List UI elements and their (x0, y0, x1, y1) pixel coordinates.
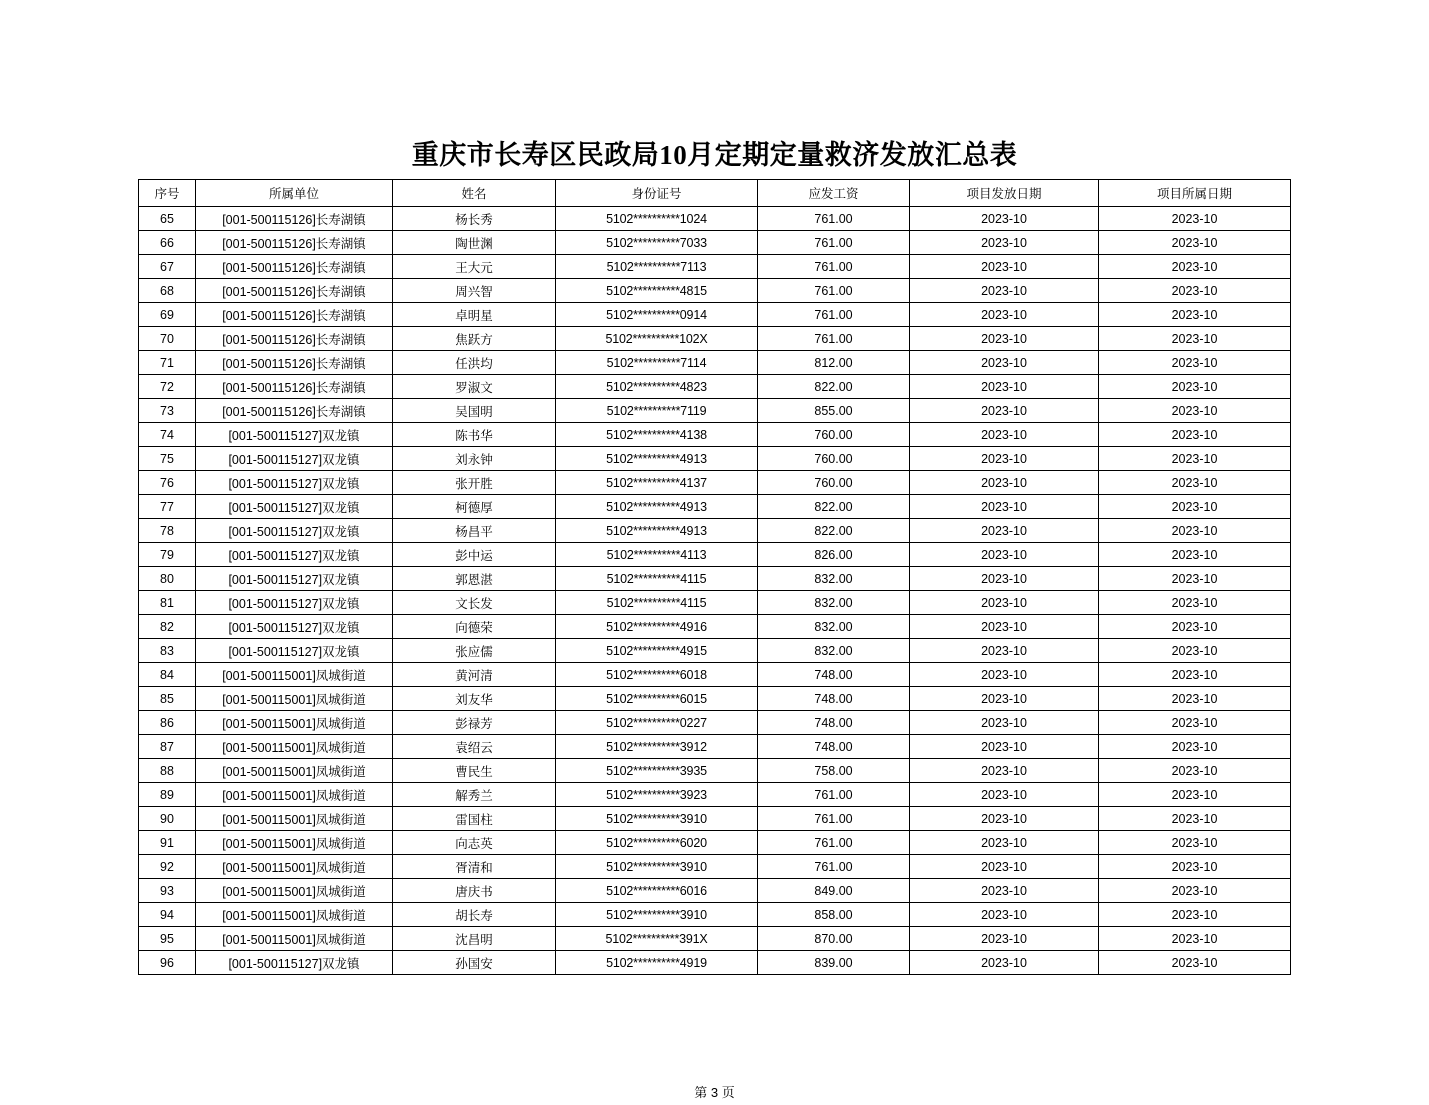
cell-index: 73 (139, 399, 196, 423)
cell-unit: [001-500115001]凤城街道 (196, 735, 393, 759)
cell-index: 91 (139, 831, 196, 855)
cell-payable-wage: 761.00 (758, 855, 910, 879)
cell-unit: [001-500115127]双龙镇 (196, 423, 393, 447)
cell-payable-wage: 839.00 (758, 951, 910, 975)
cell-unit: [001-500115001]凤城街道 (196, 711, 393, 735)
cell-id-number: 5102**********4115 (556, 567, 758, 591)
column-header-name: 姓名 (393, 180, 556, 207)
cell-id-number: 5102**********3935 (556, 759, 758, 783)
cell-id-number: 5102**********0227 (556, 711, 758, 735)
cell-payable-wage: 832.00 (758, 639, 910, 663)
cell-payable-wage: 822.00 (758, 495, 910, 519)
table-row (139, 879, 1291, 903)
table-row (139, 927, 1291, 951)
table-row (139, 855, 1291, 879)
column-header-issue-date: 项目发放日期 (910, 180, 1099, 207)
cell-issue-date: 2023-10 (910, 207, 1099, 231)
cell-unit: [001-500115127]双龙镇 (196, 543, 393, 567)
cell-index: 85 (139, 687, 196, 711)
cell-payable-wage: 870.00 (758, 927, 910, 951)
cell-issue-date: 2023-10 (910, 927, 1099, 951)
cell-name: 彭禄芳 (393, 711, 556, 735)
cell-belong-date: 2023-10 (1099, 663, 1291, 687)
cell-name: 王大元 (393, 255, 556, 279)
table-row (139, 831, 1291, 855)
cell-belong-date: 2023-10 (1099, 567, 1291, 591)
cell-unit: [001-500115127]双龙镇 (196, 591, 393, 615)
cell-index: 96 (139, 951, 196, 975)
cell-unit: [001-500115127]双龙镇 (196, 447, 393, 471)
cell-name: 张开胜 (393, 471, 556, 495)
cell-id-number: 5102**********0914 (556, 303, 758, 327)
cell-payable-wage: 822.00 (758, 519, 910, 543)
cell-issue-date: 2023-10 (910, 255, 1099, 279)
cell-unit: [001-500115126]长寿湖镇 (196, 303, 393, 327)
cell-name: 向德荣 (393, 615, 556, 639)
cell-payable-wage: 761.00 (758, 831, 910, 855)
cell-id-number: 5102**********4913 (556, 447, 758, 471)
cell-belong-date: 2023-10 (1099, 471, 1291, 495)
table-row (139, 783, 1291, 807)
cell-id-number: 5102**********4916 (556, 615, 758, 639)
column-header-unit: 所属单位 (196, 180, 393, 207)
cell-belong-date: 2023-10 (1099, 591, 1291, 615)
cell-name: 解秀兰 (393, 783, 556, 807)
cell-payable-wage: 822.00 (758, 375, 910, 399)
cell-issue-date: 2023-10 (910, 327, 1099, 351)
table-row (139, 423, 1291, 447)
cell-payable-wage: 760.00 (758, 471, 910, 495)
cell-index: 83 (139, 639, 196, 663)
cell-belong-date: 2023-10 (1099, 831, 1291, 855)
table-row (139, 471, 1291, 495)
cell-id-number: 5102**********6016 (556, 879, 758, 903)
cell-payable-wage: 832.00 (758, 591, 910, 615)
cell-id-number: 5102**********4115 (556, 591, 758, 615)
table-row (139, 495, 1291, 519)
cell-index: 67 (139, 255, 196, 279)
cell-id-number: 5102**********3912 (556, 735, 758, 759)
cell-unit: [001-500115001]凤城街道 (196, 879, 393, 903)
cell-payable-wage: 761.00 (758, 783, 910, 807)
cell-issue-date: 2023-10 (910, 279, 1099, 303)
table-row (139, 447, 1291, 471)
cell-payable-wage: 826.00 (758, 543, 910, 567)
cell-payable-wage: 758.00 (758, 759, 910, 783)
cell-payable-wage: 832.00 (758, 567, 910, 591)
cell-issue-date: 2023-10 (910, 735, 1099, 759)
cell-payable-wage: 748.00 (758, 711, 910, 735)
cell-index: 65 (139, 207, 196, 231)
cell-id-number: 5102**********7114 (556, 351, 758, 375)
column-header-belong-date: 项目所属日期 (1099, 180, 1291, 207)
cell-id-number: 5102**********1024 (556, 207, 758, 231)
cell-id-number: 5102**********3910 (556, 807, 758, 831)
table-row (139, 663, 1291, 687)
cell-belong-date: 2023-10 (1099, 903, 1291, 927)
cell-id-number: 5102**********391X (556, 927, 758, 951)
cell-unit: [001-500115126]长寿湖镇 (196, 231, 393, 255)
cell-unit: [001-500115126]长寿湖镇 (196, 255, 393, 279)
cell-unit: [001-500115001]凤城街道 (196, 687, 393, 711)
cell-id-number: 5102**********4913 (556, 495, 758, 519)
cell-unit: [001-500115127]双龙镇 (196, 519, 393, 543)
table-row (139, 951, 1291, 975)
cell-name: 袁绍云 (393, 735, 556, 759)
cell-name: 陶世渊 (393, 231, 556, 255)
cell-index: 74 (139, 423, 196, 447)
table-row (139, 687, 1291, 711)
cell-id-number: 5102**********7113 (556, 255, 758, 279)
cell-id-number: 5102**********4919 (556, 951, 758, 975)
cell-issue-date: 2023-10 (910, 447, 1099, 471)
cell-id-number: 5102**********4137 (556, 471, 758, 495)
cell-unit: [001-500115001]凤城街道 (196, 831, 393, 855)
cell-index: 95 (139, 927, 196, 951)
cell-belong-date: 2023-10 (1099, 783, 1291, 807)
cell-index: 87 (139, 735, 196, 759)
cell-belong-date: 2023-10 (1099, 231, 1291, 255)
cell-belong-date: 2023-10 (1099, 807, 1291, 831)
cell-issue-date: 2023-10 (910, 567, 1099, 591)
cell-payable-wage: 761.00 (758, 207, 910, 231)
table-row (139, 255, 1291, 279)
cell-index: 68 (139, 279, 196, 303)
cell-index: 71 (139, 351, 196, 375)
cell-name: 罗淑文 (393, 375, 556, 399)
cell-issue-date: 2023-10 (910, 231, 1099, 255)
cell-index: 77 (139, 495, 196, 519)
table-row (139, 327, 1291, 351)
cell-index: 79 (139, 543, 196, 567)
cell-name: 孙国安 (393, 951, 556, 975)
cell-unit: [001-500115001]凤城街道 (196, 759, 393, 783)
cell-belong-date: 2023-10 (1099, 399, 1291, 423)
cell-belong-date: 2023-10 (1099, 879, 1291, 903)
cell-index: 70 (139, 327, 196, 351)
cell-payable-wage: 812.00 (758, 351, 910, 375)
cell-issue-date: 2023-10 (910, 303, 1099, 327)
cell-payable-wage: 760.00 (758, 447, 910, 471)
cell-name: 卓明星 (393, 303, 556, 327)
page-title: 重庆市长寿区民政局10月定期定量救济发放汇总表 (411, 140, 1018, 170)
cell-issue-date: 2023-10 (910, 423, 1099, 447)
table-row (139, 543, 1291, 567)
cell-unit: [001-500115001]凤城街道 (196, 927, 393, 951)
cell-belong-date: 2023-10 (1099, 615, 1291, 639)
cell-unit: [001-500115126]长寿湖镇 (196, 351, 393, 375)
table-row (139, 279, 1291, 303)
cell-name: 彭中运 (393, 543, 556, 567)
cell-issue-date: 2023-10 (910, 711, 1099, 735)
cell-payable-wage: 748.00 (758, 687, 910, 711)
cell-belong-date: 2023-10 (1099, 255, 1291, 279)
table-row (139, 639, 1291, 663)
column-header-index: 序号 (139, 180, 196, 207)
cell-unit: [001-500115126]长寿湖镇 (196, 207, 393, 231)
cell-payable-wage: 761.00 (758, 255, 910, 279)
table-row (139, 735, 1291, 759)
cell-name: 焦跃方 (393, 327, 556, 351)
cell-unit: [001-500115127]双龙镇 (196, 471, 393, 495)
table-row (139, 375, 1291, 399)
cell-name: 任洪均 (393, 351, 556, 375)
cell-belong-date: 2023-10 (1099, 519, 1291, 543)
cell-payable-wage: 761.00 (758, 231, 910, 255)
cell-id-number: 5102**********102X (556, 327, 758, 351)
cell-name: 周兴智 (393, 279, 556, 303)
cell-unit: [001-500115126]长寿湖镇 (196, 279, 393, 303)
cell-index: 92 (139, 855, 196, 879)
cell-belong-date: 2023-10 (1099, 207, 1291, 231)
table-header-row (139, 180, 1291, 207)
cell-unit: [001-500115001]凤城街道 (196, 783, 393, 807)
cell-issue-date: 2023-10 (910, 375, 1099, 399)
cell-name: 吴国明 (393, 399, 556, 423)
cell-index: 69 (139, 303, 196, 327)
table-row (139, 303, 1291, 327)
cell-belong-date: 2023-10 (1099, 711, 1291, 735)
cell-name: 胡长寿 (393, 903, 556, 927)
cell-belong-date: 2023-10 (1099, 543, 1291, 567)
cell-name: 沈昌明 (393, 927, 556, 951)
cell-unit: [001-500115126]长寿湖镇 (196, 399, 393, 423)
cell-issue-date: 2023-10 (910, 639, 1099, 663)
cell-belong-date: 2023-10 (1099, 855, 1291, 879)
cell-issue-date: 2023-10 (910, 519, 1099, 543)
cell-issue-date: 2023-10 (910, 783, 1099, 807)
cell-payable-wage: 761.00 (758, 807, 910, 831)
cell-payable-wage: 832.00 (758, 615, 910, 639)
cell-name: 柯德厚 (393, 495, 556, 519)
cell-index: 93 (139, 879, 196, 903)
cell-id-number: 5102**********7119 (556, 399, 758, 423)
cell-id-number: 5102**********4113 (556, 543, 758, 567)
cell-name: 刘永钟 (393, 447, 556, 471)
cell-index: 81 (139, 591, 196, 615)
cell-issue-date: 2023-10 (910, 591, 1099, 615)
cell-id-number: 5102**********3910 (556, 855, 758, 879)
cell-unit: [001-500115126]长寿湖镇 (196, 375, 393, 399)
cell-index: 94 (139, 903, 196, 927)
cell-belong-date: 2023-10 (1099, 735, 1291, 759)
table-row (139, 519, 1291, 543)
cell-unit: [001-500115127]双龙镇 (196, 639, 393, 663)
cell-issue-date: 2023-10 (910, 807, 1099, 831)
cell-index: 80 (139, 567, 196, 591)
table-row (139, 399, 1291, 423)
cell-unit: [001-500115126]长寿湖镇 (196, 327, 393, 351)
cell-belong-date: 2023-10 (1099, 639, 1291, 663)
table-row (139, 759, 1291, 783)
column-header-payable-wage: 应发工资 (758, 180, 910, 207)
cell-issue-date: 2023-10 (910, 615, 1099, 639)
table-row (139, 351, 1291, 375)
cell-name: 陈书华 (393, 423, 556, 447)
cell-name: 张应儒 (393, 639, 556, 663)
cell-name: 胥清和 (393, 855, 556, 879)
cell-issue-date: 2023-10 (910, 687, 1099, 711)
cell-issue-date: 2023-10 (910, 543, 1099, 567)
cell-name: 郭恩湛 (393, 567, 556, 591)
cell-index: 88 (139, 759, 196, 783)
cell-payable-wage: 761.00 (758, 279, 910, 303)
table-row (139, 207, 1291, 231)
page-footer: 第 3 页 (694, 1085, 735, 1100)
cell-unit: [001-500115127]双龙镇 (196, 615, 393, 639)
cell-belong-date: 2023-10 (1099, 279, 1291, 303)
cell-unit: [001-500115127]双龙镇 (196, 567, 393, 591)
cell-issue-date: 2023-10 (910, 351, 1099, 375)
cell-belong-date: 2023-10 (1099, 927, 1291, 951)
cell-id-number: 5102**********6018 (556, 663, 758, 687)
cell-unit: [001-500115001]凤城街道 (196, 663, 393, 687)
cell-payable-wage: 761.00 (758, 303, 910, 327)
cell-index: 86 (139, 711, 196, 735)
relief-payment-table (138, 179, 1291, 975)
cell-belong-date: 2023-10 (1099, 303, 1291, 327)
cell-belong-date: 2023-10 (1099, 327, 1291, 351)
cell-issue-date: 2023-10 (910, 495, 1099, 519)
cell-issue-date: 2023-10 (910, 471, 1099, 495)
cell-id-number: 5102**********6015 (556, 687, 758, 711)
table-row (139, 615, 1291, 639)
cell-name: 唐庆书 (393, 879, 556, 903)
cell-name: 杨昌平 (393, 519, 556, 543)
cell-id-number: 5102**********4823 (556, 375, 758, 399)
table-body (139, 207, 1291, 975)
cell-payable-wage: 761.00 (758, 327, 910, 351)
column-header-id-number: 身份证号 (556, 180, 758, 207)
cell-name: 文长发 (393, 591, 556, 615)
cell-id-number: 5102**********4138 (556, 423, 758, 447)
cell-belong-date: 2023-10 (1099, 423, 1291, 447)
cell-index: 89 (139, 783, 196, 807)
cell-belong-date: 2023-10 (1099, 351, 1291, 375)
cell-belong-date: 2023-10 (1099, 759, 1291, 783)
table-row (139, 231, 1291, 255)
cell-name: 向志英 (393, 831, 556, 855)
cell-index: 84 (139, 663, 196, 687)
cell-name: 杨长秀 (393, 207, 556, 231)
cell-name: 雷国柱 (393, 807, 556, 831)
cell-name: 刘友华 (393, 687, 556, 711)
cell-name: 曹民生 (393, 759, 556, 783)
cell-payable-wage: 858.00 (758, 903, 910, 927)
cell-issue-date: 2023-10 (910, 663, 1099, 687)
cell-name: 黄河清 (393, 663, 556, 687)
table-row (139, 711, 1291, 735)
cell-unit: [001-500115001]凤城街道 (196, 807, 393, 831)
cell-index: 90 (139, 807, 196, 831)
table-row (139, 591, 1291, 615)
cell-payable-wage: 748.00 (758, 735, 910, 759)
cell-id-number: 5102**********4915 (556, 639, 758, 663)
cell-belong-date: 2023-10 (1099, 951, 1291, 975)
cell-id-number: 5102**********6020 (556, 831, 758, 855)
cell-issue-date: 2023-10 (910, 879, 1099, 903)
cell-issue-date: 2023-10 (910, 951, 1099, 975)
cell-id-number: 5102**********3923 (556, 783, 758, 807)
table-row (139, 567, 1291, 591)
cell-belong-date: 2023-10 (1099, 687, 1291, 711)
cell-unit: [001-500115127]双龙镇 (196, 495, 393, 519)
cell-unit: [001-500115127]双龙镇 (196, 951, 393, 975)
cell-payable-wage: 855.00 (758, 399, 910, 423)
cell-index: 78 (139, 519, 196, 543)
cell-id-number: 5102**********7033 (556, 231, 758, 255)
cell-index: 82 (139, 615, 196, 639)
cell-index: 76 (139, 471, 196, 495)
cell-issue-date: 2023-10 (910, 855, 1099, 879)
cell-id-number: 5102**********3910 (556, 903, 758, 927)
cell-issue-date: 2023-10 (910, 831, 1099, 855)
cell-belong-date: 2023-10 (1099, 447, 1291, 471)
table-header (139, 180, 1291, 207)
cell-id-number: 5102**********4815 (556, 279, 758, 303)
cell-payable-wage: 849.00 (758, 879, 910, 903)
cell-issue-date: 2023-10 (910, 399, 1099, 423)
cell-issue-date: 2023-10 (910, 759, 1099, 783)
table-row (139, 807, 1291, 831)
cell-belong-date: 2023-10 (1099, 495, 1291, 519)
cell-index: 72 (139, 375, 196, 399)
table-row (139, 903, 1291, 927)
cell-index: 75 (139, 447, 196, 471)
cell-belong-date: 2023-10 (1099, 375, 1291, 399)
cell-unit: [001-500115001]凤城街道 (196, 903, 393, 927)
cell-id-number: 5102**********4913 (556, 519, 758, 543)
cell-index: 66 (139, 231, 196, 255)
cell-issue-date: 2023-10 (910, 903, 1099, 927)
cell-payable-wage: 760.00 (758, 423, 910, 447)
cell-unit: [001-500115001]凤城街道 (196, 855, 393, 879)
cell-payable-wage: 748.00 (758, 663, 910, 687)
